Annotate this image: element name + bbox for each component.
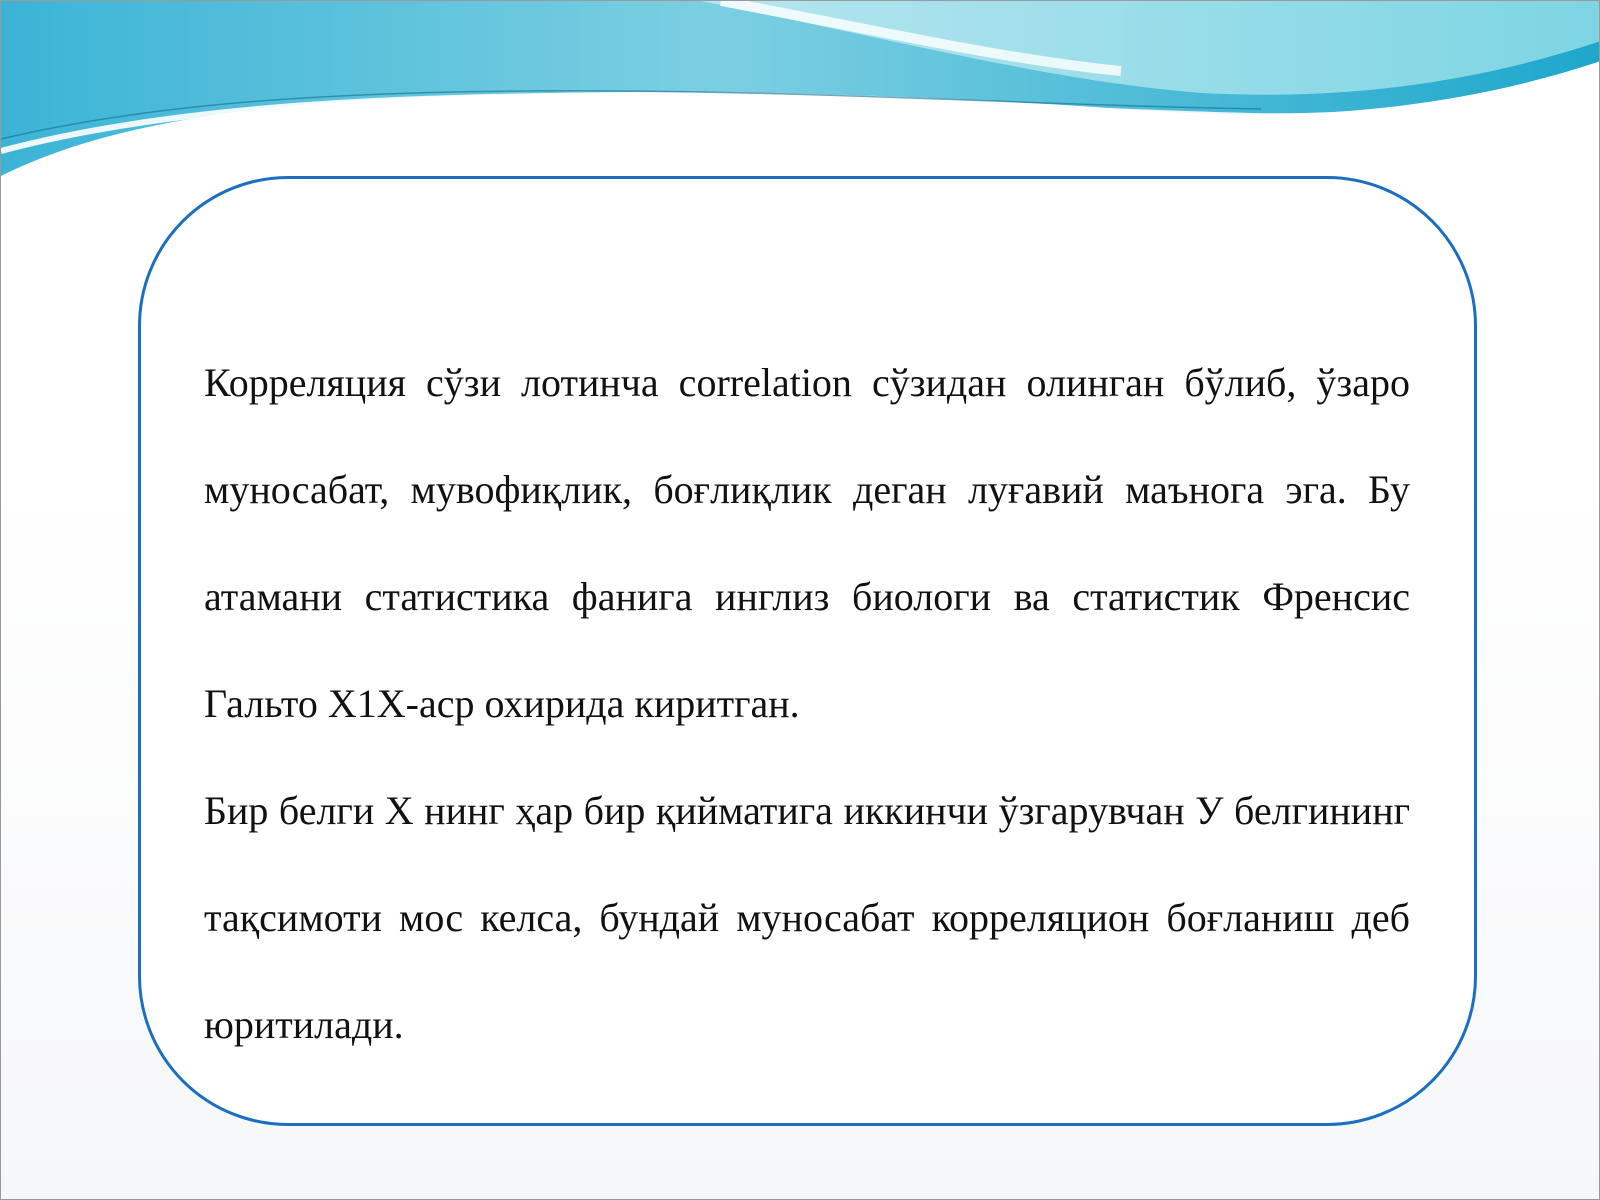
paragraph-correlation-definition: Корреляция сўзи лотинча correlation сўзидан олинган бўлиб, ўзаро муносабат, мувофиқлик, боғлиқлик деган луғавий маънога эга. Бу атамани статистика фанига инглиз биологи ва статистик Френсис Гальто Х1Х-аср охирида киритган. [204, 360, 1410, 726]
text-frame [138, 176, 1477, 1126]
header-wave-decoration [1, 1, 1600, 201]
paragraph-correlation-relationship: Бир белги Х нинг ҳар бир қийматига иккинчи ўзгарувчан У белгининг тақсимоти мос келса, бундай муносабат корреляцион боғланиш деб юритилади. [204, 788, 1410, 1047]
